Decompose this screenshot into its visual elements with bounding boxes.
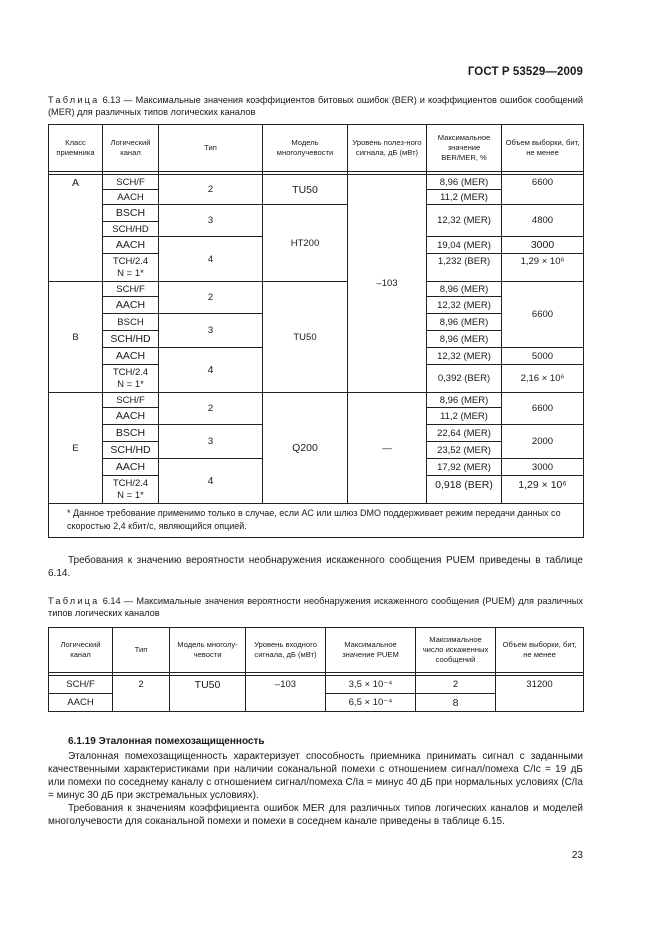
table-6-14-caption xyxy=(48,595,583,619)
section-paragraph-1 xyxy=(48,750,583,802)
sample-cell: 6600 xyxy=(502,282,584,348)
section-paragraph-2-text: Требования к значениям коэффициента ошибок MER для различных типов логических каналов и моделей многолучевости для соканальной помехи и помехи в соседнем канале приведены в таблице 6.15. xyxy=(48,803,583,827)
max-cell: 23,52 (MER) xyxy=(427,442,502,459)
sample-cell: 2,16 × 10⁶ xyxy=(502,365,584,393)
document-standard-header: ГОСТ Р 53529—2009 xyxy=(467,66,583,78)
header-cell: Логический канал xyxy=(103,125,159,172)
table-6-13-caption xyxy=(48,94,583,118)
header-cell: Класс приемника xyxy=(49,125,103,172)
channel-cell: SCH/F xyxy=(49,676,113,694)
max-cell: 12,32 (MER) xyxy=(427,348,502,365)
max-cell: 12,32 (MER) xyxy=(427,205,502,237)
model-cell: TU50 xyxy=(170,676,246,712)
max-cell: 3,5 × 10⁻⁴ xyxy=(326,676,416,694)
header-cell: Уровень полез-ного сигнала, дБ (мВт) xyxy=(348,125,427,172)
type-cell: 2 xyxy=(113,676,170,712)
max-cell: 8,96 (MER) xyxy=(427,282,502,297)
page-number: 23 xyxy=(571,850,583,861)
max-cell: 0,392 (BER) xyxy=(427,365,502,393)
max-cell: 19,04 (MER) xyxy=(427,237,502,254)
max-cell: 11,2 (MER) xyxy=(427,190,502,205)
channel-cell: BSCH xyxy=(103,205,159,222)
caption-text: 6.14 — Максимальные значения вероятности необнаружения искаженного сообщения (PUEM) для различных типов логических каналов xyxy=(48,596,583,619)
level-cell: — xyxy=(348,393,427,504)
header-cell: Логический канал xyxy=(49,628,113,673)
model-cell: TU50 xyxy=(263,175,348,205)
channel-cell: SCH/F xyxy=(103,282,159,297)
sample-cell: 6600 xyxy=(502,175,584,205)
header-cell: Модель многолу-чевости xyxy=(170,628,246,673)
type-cell: 4 xyxy=(159,237,263,282)
channel-cell: SCH/F xyxy=(103,175,159,190)
table-row xyxy=(49,282,584,297)
section-number: 6.1.19 xyxy=(68,736,96,747)
max-cell: 17,92 (MER) xyxy=(427,459,502,476)
table-header-row xyxy=(49,628,584,673)
caption-label: Таблица xyxy=(48,596,100,606)
sample-cell: 5000 xyxy=(502,348,584,365)
channel-cell: BSCH xyxy=(103,425,159,442)
channel-cell: AACH xyxy=(103,297,159,314)
class-cell: E xyxy=(49,393,103,504)
table-footnote: * Данное требование применимо только в случае, если АС или шлюз DMO поддерживает режим передачи данных со скоростью 2,4 кбит/с, являющийся опцией. xyxy=(49,504,584,538)
header-cell: Объем выборки, бит, не менее xyxy=(502,125,584,172)
type-cell: 3 xyxy=(159,205,263,237)
model-cell: Q200 xyxy=(263,393,348,504)
level-cell: –103 xyxy=(348,175,427,393)
header-cell: Модель многолучевости xyxy=(263,125,348,172)
paragraph-puem xyxy=(48,554,583,580)
header-cell: Максимальное значение BER/MER, % xyxy=(427,125,502,172)
section-paragraph-1-text: Эталонная помехозащищенность характеризует способность приемника принимать сигнал с заданными качественными характеристиками при наличии соканальной помехи с отношением сигнал/помеха C/Ic = 19 дБ или помехи по соседнему каналу с отношением сигнал/помеха C/Ia = минус 40 дБ при нормальных условиях (C/Ia = минус 30 дБ при экстремальных условиях). xyxy=(48,751,583,801)
header-cell: Максимальное число искаженных сообщений xyxy=(416,628,496,673)
max-cell: 0,918 (BER) xyxy=(427,476,502,504)
table-6-14 xyxy=(48,627,584,712)
type-cell: 2 xyxy=(159,282,263,314)
level-cell: –103 xyxy=(246,676,326,712)
type-cell: 2 xyxy=(159,393,263,425)
channel-cell: AACH xyxy=(103,237,159,254)
max-cell: 8,96 (MER) xyxy=(427,175,502,190)
channel-cell: AACH xyxy=(49,694,113,712)
sample-cell: 3000 xyxy=(502,459,584,476)
channel-cell: AACH xyxy=(103,348,159,365)
type-cell: 2 xyxy=(159,175,263,205)
sample-cell: 1,29 × 10⁶ xyxy=(502,476,584,504)
header-cell: Тип xyxy=(113,628,170,673)
header-cell: Тип xyxy=(159,125,263,172)
max-cell: 8,96 (MER) xyxy=(427,331,502,348)
max-cell: 1,232 (BER) xyxy=(427,254,502,282)
caption-label: Таблица xyxy=(48,95,100,105)
footnote-row xyxy=(49,504,584,538)
header-cell: Максимальное значение PUEM xyxy=(326,628,416,673)
class-cell: A xyxy=(49,175,103,282)
sample-cell: 6600 xyxy=(502,393,584,425)
caption-text: 6.13 — Максимальные значения коэффициентов битовых ошибок (BER) и коэффициентов ошибок сообщений (MER) для различных типов логических каналов xyxy=(48,95,583,118)
model-cell: TU50 xyxy=(263,282,348,393)
channel-cell: SCH/HD xyxy=(103,442,159,459)
table-6-13 xyxy=(48,124,584,538)
type-cell: 3 xyxy=(159,425,263,459)
table-row xyxy=(49,676,584,694)
table-row xyxy=(49,393,584,408)
max-cell: 8,96 (MER) xyxy=(427,314,502,331)
sample-cell: 3000 xyxy=(502,237,584,254)
section-paragraph-2 xyxy=(48,802,583,828)
table-header-row xyxy=(49,125,584,172)
sample-cell: 2000 xyxy=(502,425,584,459)
channel-cell: TCH/2.4 N = 1* xyxy=(103,476,159,504)
count-cell: 8 xyxy=(416,694,496,712)
channel-cell: SCH/HD xyxy=(103,222,159,237)
channel-cell: BSCH xyxy=(103,314,159,331)
sample-cell: 4800 xyxy=(502,205,584,237)
section-title: Эталонная помехозащищенность xyxy=(98,736,265,747)
count-cell: 2 xyxy=(416,676,496,694)
type-cell: 4 xyxy=(159,459,263,504)
section-heading xyxy=(68,736,265,747)
class-cell: B xyxy=(49,282,103,393)
type-cell: 4 xyxy=(159,348,263,393)
type-cell: 3 xyxy=(159,314,263,348)
max-cell: 12,32 (MER) xyxy=(427,297,502,314)
max-cell: 8,96 (MER) xyxy=(427,393,502,408)
header-cell: Объем выборки, бит, не менее xyxy=(496,628,584,673)
channel-cell: AACH xyxy=(103,459,159,476)
header-cell: Уровень входного сигнала, дБ (мВт) xyxy=(246,628,326,673)
table-row xyxy=(49,175,584,190)
channel-cell: SCH/HD xyxy=(103,331,159,348)
model-cell: HT200 xyxy=(263,205,348,282)
table-row xyxy=(49,205,584,222)
max-cell: 11,2 (MER) xyxy=(427,408,502,425)
channel-cell: TCH/2.4 N = 1* xyxy=(103,254,159,282)
channel-cell: AACH xyxy=(103,190,159,205)
max-cell: 22,64 (MER) xyxy=(427,425,502,442)
channel-cell: TCH/2.4 N = 1* xyxy=(103,365,159,393)
paragraph-puem-text: Требования к значению вероятности необнаружения искаженного сообщения PUEM приведены в таблице 6.14. xyxy=(48,555,583,579)
channel-cell: SCH/F xyxy=(103,393,159,408)
sample-cell: 1,29 × 10⁶ xyxy=(502,254,584,282)
max-cell: 6,5 × 10⁻⁴ xyxy=(326,694,416,712)
sample-cell: 31200 xyxy=(496,676,584,712)
channel-cell: AACH xyxy=(103,408,159,425)
